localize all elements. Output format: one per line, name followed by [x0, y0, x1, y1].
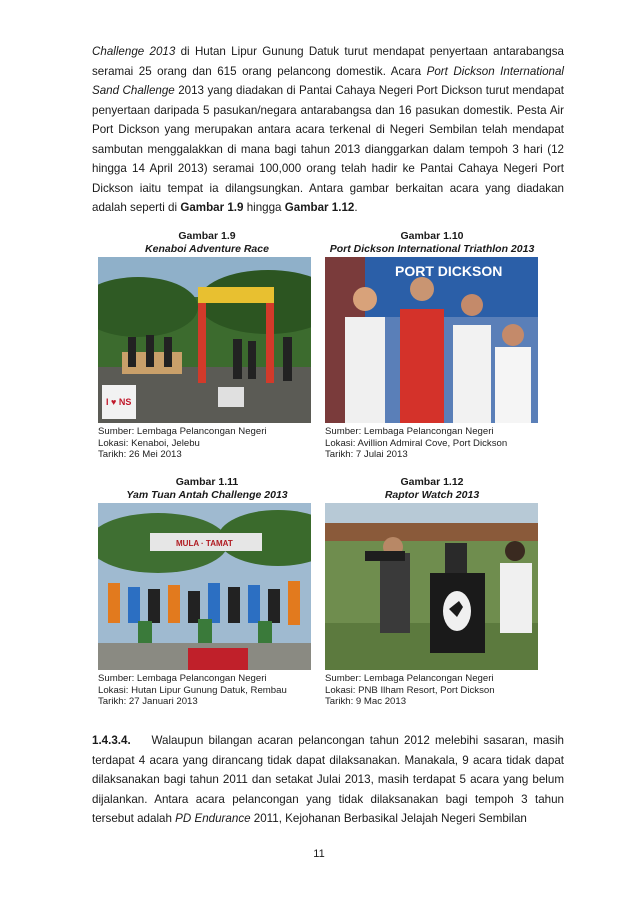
- figure-1-10-title: Gambar 1.10 Port Dickson International Triathlon 2013: [329, 230, 535, 255]
- page-number: 11: [313, 848, 325, 860]
- figure-1-10-caption: Sumber: Lembaga Pelancongan Negeri Lokasi: Avillion Admiral Cove, Port Dickson Tarikh: 7 Julai 2013: [325, 426, 508, 461]
- i-love-ns-sign: I ♥ NS: [106, 397, 132, 407]
- figure-1-11-title: Gambar 1.11 Yam Tuan Antah Challenge 2013: [126, 476, 288, 501]
- figure-1-9-title: Gambar 1.9 Kenaboi Adventure Race: [145, 230, 269, 255]
- figure-1-9-caption: Sumber: Lembaga Pelancongan Negeri Lokasi: Kenaboi, Jelebu Tarikh: 26 Mei 2013: [98, 426, 267, 461]
- mula-tamat-banner: MULA · TAMAT: [176, 539, 233, 548]
- figure-1-11-photo: [98, 503, 311, 670]
- figure-1-10-photo: [325, 257, 538, 423]
- port-dickson-banner: PORT DICKSON: [395, 263, 503, 279]
- figure-1-12-caption: Sumber: Lembaga Pelancongan Negeri Lokasi: PNB Ilham Resort, Port Dickson Tarikh: 9 Mac 2013: [325, 673, 495, 708]
- figure-1-11-caption: Sumber: Lembaga Pelancongan Negeri Lokasi: Hutan Lipur Gunung Datuk, Rembau Tarikh: 27 Januari 2013: [98, 673, 287, 708]
- figure-1-12-photo: [325, 503, 538, 670]
- figure-1-9-photo: [98, 257, 311, 423]
- figure-1-12-title: Gambar 1.12 Raptor Watch 2013: [384, 476, 480, 501]
- section-number: 1.4.3.4.: [92, 734, 131, 747]
- body-paragraph-1: Challenge 2013 di Hutan Lipur Gunung Datuk turut mendapat penyertaan antarabangsa seramai 25 orang dan 615 orang pelancong domestik. Acara Port Dickson International Sand Challenge 2013 yang diadakan di Pantai Cahaya Negeri Port Dickson turut mendapat penyertaan daripada 5 pasukan/negara antarabangsa dan 16 pasukan domestik. Pesta Air Port Dickson yang merupakan antara acara terkenal di Negeri Sembilan telah mendapat sambutan menggalakkan di mana bagi tahun 2013 dianggarkan dalam tempoh 3 hari (12 hingga 14 April 2013) seramai 100,000 orang telah hadir ke Pantai Cahaya Negeri Port Dickson iaitu tempat ia dilangsungkan. Antara gambar berkaitan acara yang diadakan adalah seperti di Gambar 1.9 hingga Gambar 1.12.: [92, 45, 564, 214]
- body-paragraph-2: 1.4.3.4. Walaupun bilangan acaran pelancongan tahun 2012 melebihi sasaran, masih terdapat 4 acara yang dirancang tidak dapat dilaksanakan. Manakala, 9 acara tidak dapat dilaksanakan bagi tahun 2011 dan setakat Julai 2013, masih terdapat 5 acara yang belum dijalankan. Antara acara pelancongan yang tidak dilaksanakan bagi tempoh 3 tahun tersebut adalah PD Endurance 2011, Kejohanan Berbasikal Jelajah Negeri Sembilan: [92, 734, 564, 825]
